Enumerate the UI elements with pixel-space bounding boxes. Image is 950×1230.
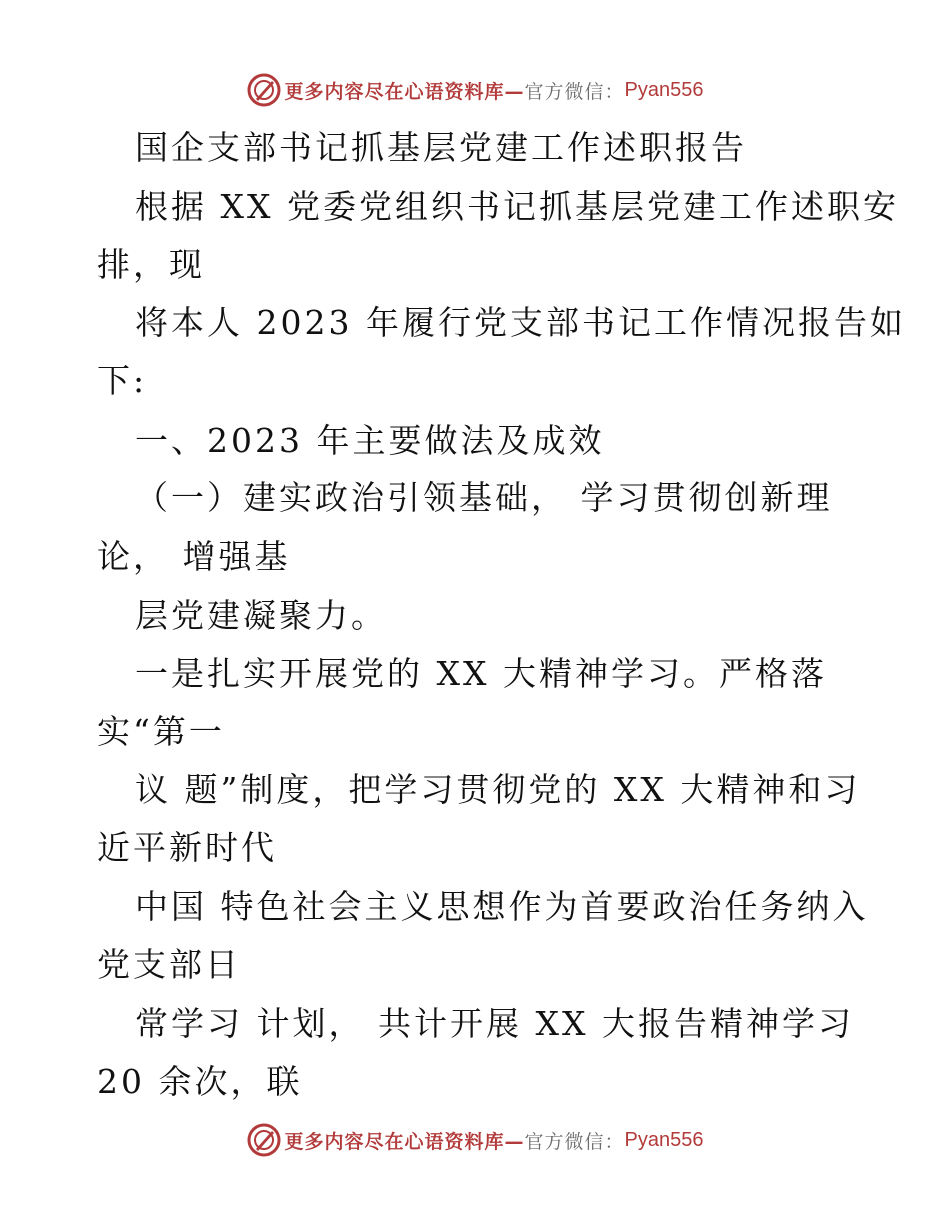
paragraph-line: 根据 XX 党委党组织书记抓基层党建工作述职安 — [135, 187, 899, 226]
watermark-site-text: 更多内容尽在心语资料库— — [284, 1130, 525, 1153]
paragraph-line: 党支部日 — [97, 945, 241, 984]
subsection-heading-cont: 层党建凝聚力。 — [135, 596, 387, 635]
quill-logo-icon — [247, 73, 281, 107]
footer-watermark — [0, 1120, 950, 1160]
paragraph-line: 中国 特色社会主义思想作为首要政治任务纳入 — [135, 887, 869, 926]
watermark-wechat-id: Pyan556 — [624, 78, 704, 101]
paragraph-line: 议 题”制度，把学习贯彻党的 XX 大精神和习 — [135, 770, 861, 809]
header-watermark — [0, 70, 950, 110]
paragraph-line: 20 余次，联 — [97, 1062, 303, 1101]
paragraph-line: 实“第一 — [97, 712, 225, 751]
watermark-wechat-label: 官方微信： — [524, 1130, 625, 1153]
subsection-heading: （一）建实政治引领基础， 学习贯彻创新理 — [135, 478, 833, 517]
quill-logo-icon — [247, 1123, 281, 1157]
paragraph-line: 下: — [97, 361, 148, 400]
paragraph-line: 一是扎实开展党的 XX 大精神学习。严格落 — [135, 654, 827, 693]
section-heading: 一、2023 年主要做法及成效 — [135, 421, 605, 460]
document-title: 国企支部书记抓基层党建工作述职报告 — [135, 128, 747, 167]
watermark-site-text: 更多内容尽在心语资料库— — [284, 80, 525, 103]
paragraph-line: 排，现 — [97, 245, 205, 284]
paragraph-line: 近平新时代 — [97, 828, 277, 867]
paragraph-line: 将本人 2023 年履行党支部书记工作情况报告如 — [135, 303, 906, 342]
subsection-heading-cont: 论， 增强基 — [97, 537, 291, 576]
paragraph-line: 常学习 计划， 共计开展 XX 大报告精神学习 — [135, 1004, 854, 1043]
watermark-wechat-label: 官方微信： — [524, 80, 625, 103]
watermark-wechat-id: Pyan556 — [624, 1128, 704, 1151]
